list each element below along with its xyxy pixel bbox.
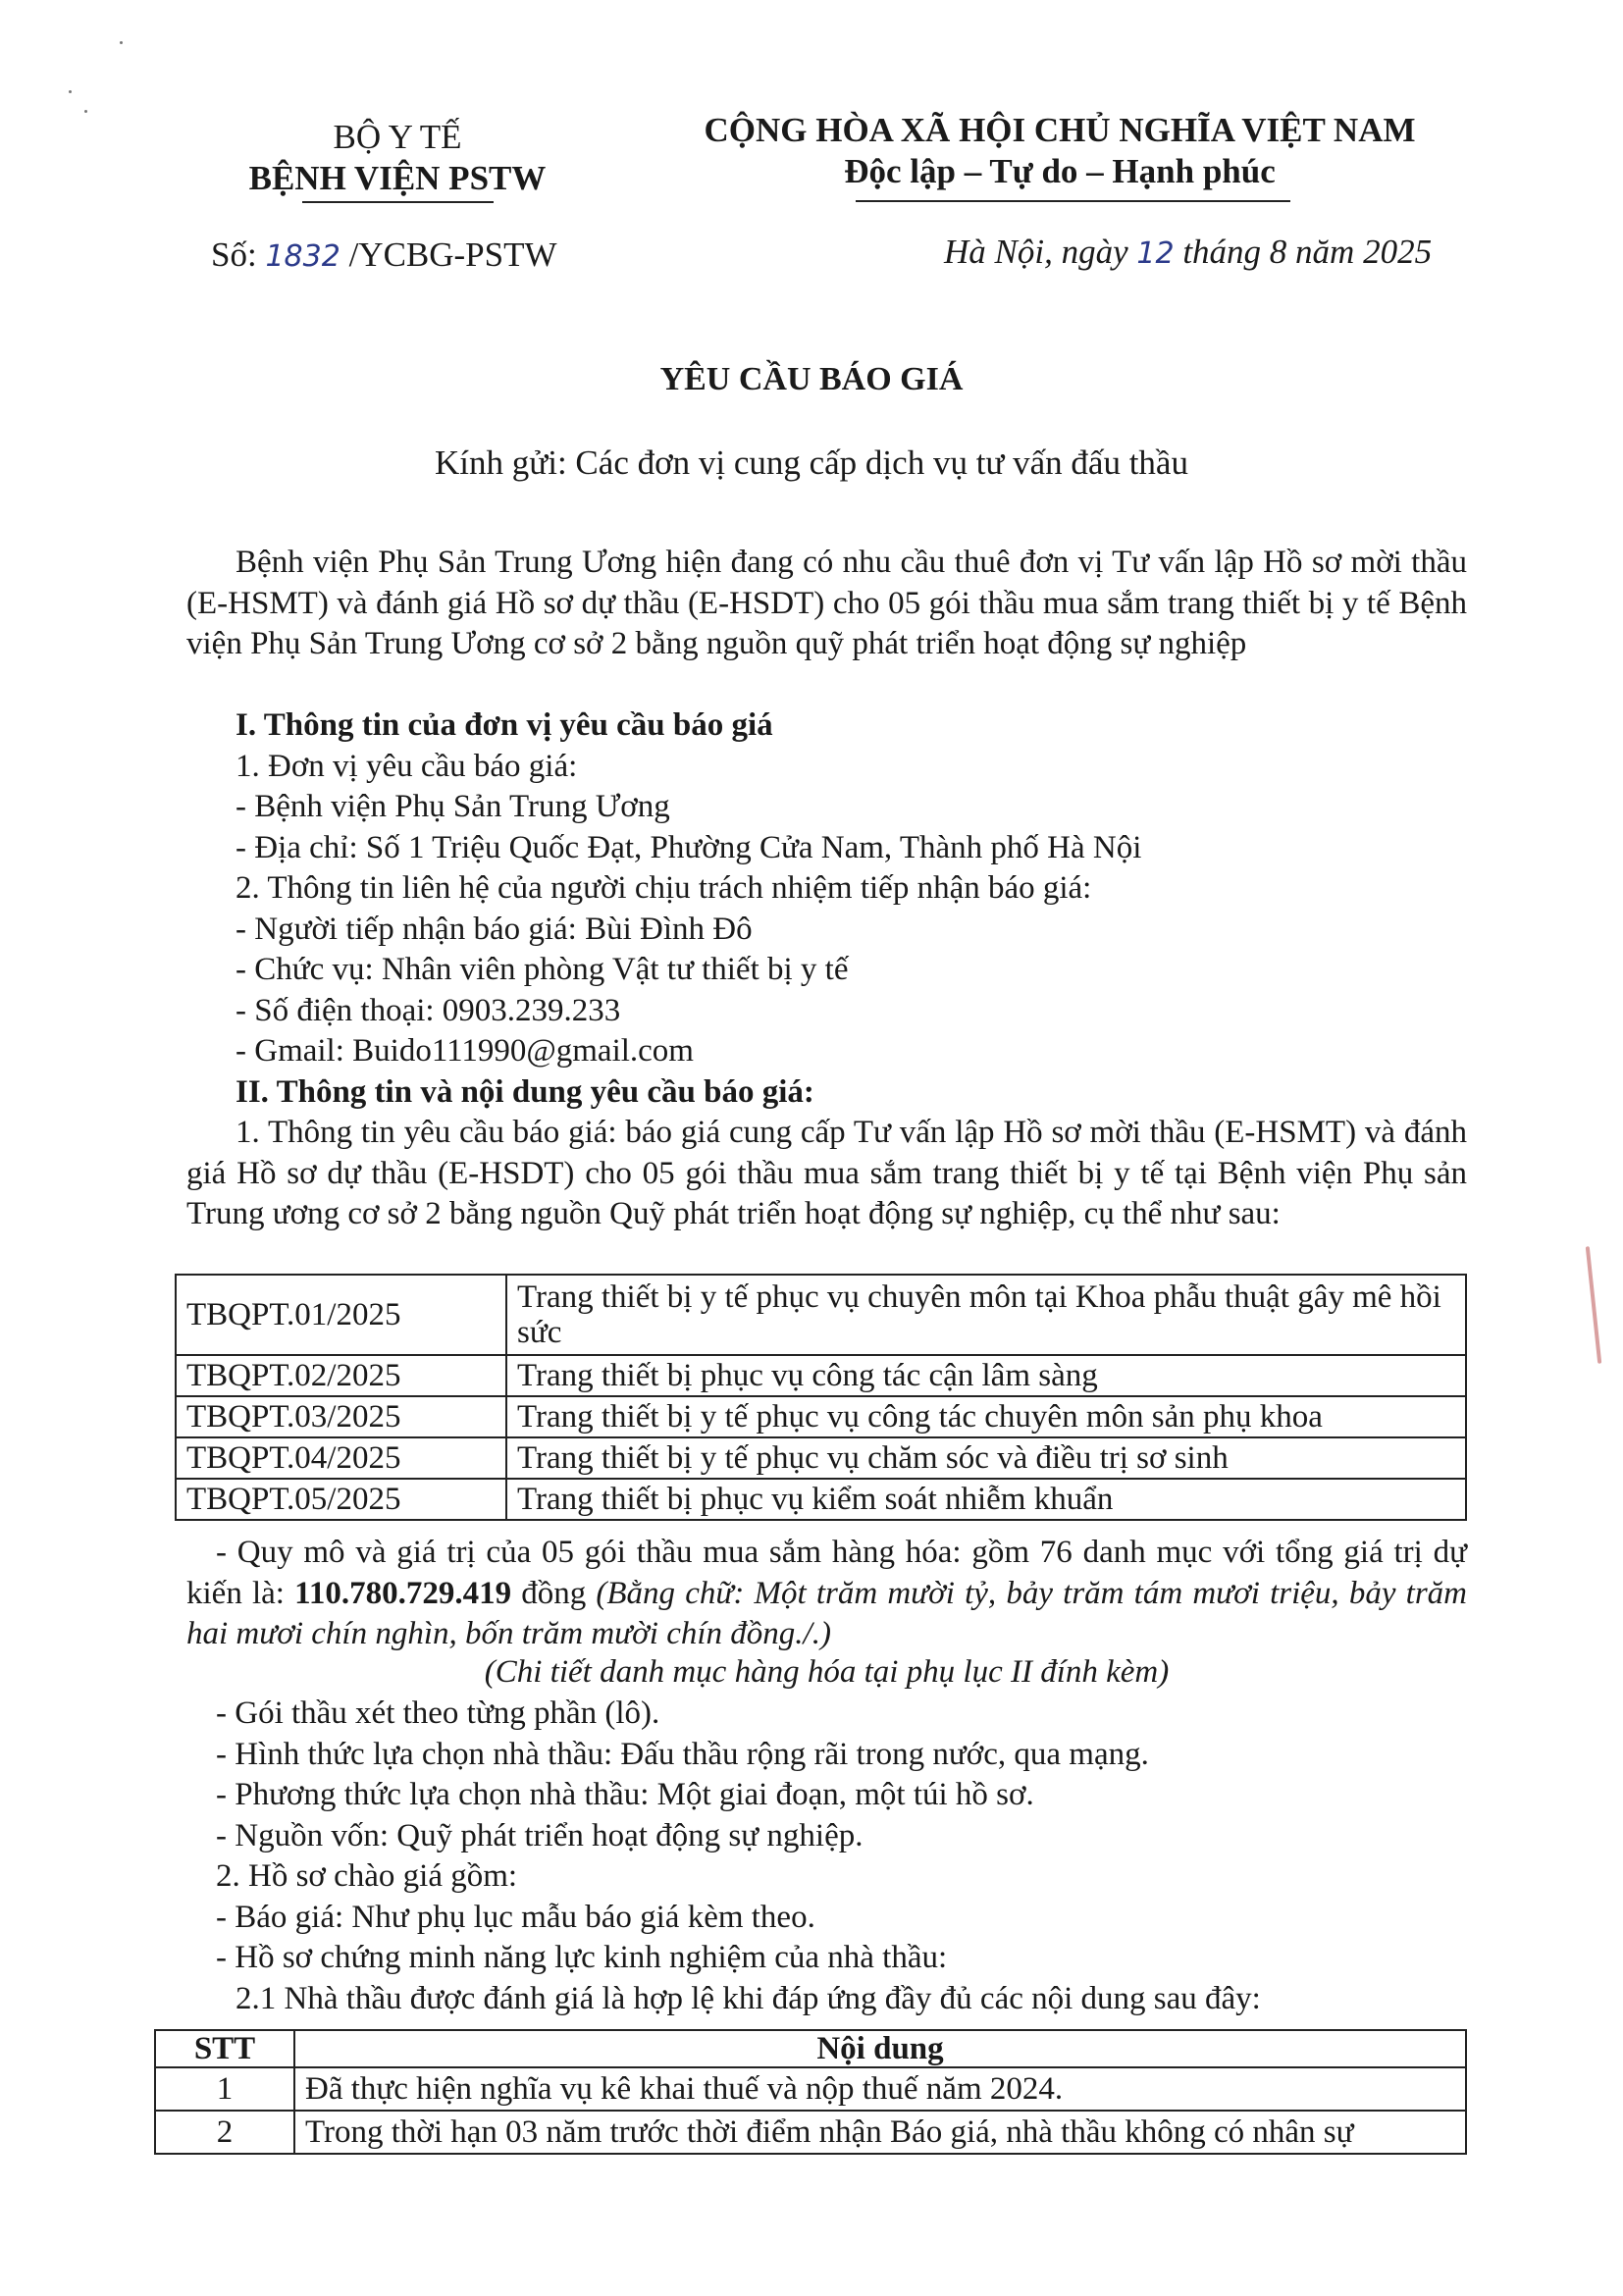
package-name: Trang thiết bị phục vụ kiểm soát nhiễm khuẩn	[506, 1479, 1466, 1520]
section-2-lines	[186, 1694, 1467, 2019]
scale-paragraph	[186, 1533, 1467, 1655]
document-title: YÊU CẦU BÁO GIÁ	[659, 361, 964, 397]
section-2-heading: II. Thông tin và nội dung yêu cầu báo giá:	[236, 1073, 814, 1110]
section-2-line: - Phương thức lựa chọn nhà thầu: Một giai đoạn, một túi hồ sơ.	[216, 1777, 1034, 1812]
date-day-handwritten: 12	[1136, 236, 1175, 271]
criteria-stt: 2	[155, 2111, 294, 2154]
document-number-prefix: Số:	[211, 235, 257, 274]
document-number-handwritten: 1832	[265, 239, 340, 274]
scan-speck	[84, 110, 87, 113]
section-2-line: - Nguồn vốn: Quỹ phát triển hoạt động sự nghiệp.	[216, 1817, 864, 1853]
section-1-line: 1. Đơn vị yêu cầu báo giá:	[236, 748, 578, 784]
criteria-table	[154, 2029, 1467, 2155]
scale-text	[186, 1533, 1467, 1655]
appendix-note: (Chi tiết danh mục hàng hóa tại phụ lục II đính kèm)	[484, 1654, 1170, 1690]
criteria-content: Đã thực hiện nghĩa vụ kê khai thuế và nộp thuế năm 2024.	[294, 2067, 1466, 2111]
column-header-content: Nội dung	[294, 2030, 1466, 2067]
package-name: Trang thiết bị phục vụ công tác cận lâm sàng	[506, 1355, 1466, 1396]
date-suffix: tháng 8 năm 2025	[1182, 233, 1433, 271]
section-2-line: - Hình thức lựa chọn nhà thầu: Đấu thầu rộng rãi trong nước, qua mạng.	[216, 1736, 1149, 1772]
document-date	[944, 233, 1432, 272]
criteria-stt: 1	[155, 2067, 294, 2111]
package-code: TBQPT.01/2025	[176, 1275, 506, 1355]
section-2-para: 1. Thông tin yêu cầu báo giá: báo giá cung cấp Tư vấn lập Hồ sơ mời thầu (E-HSMT) và đánh giá Hồ sơ dự thầu (E-HSDT) cho 05 gói thầu mua sắm trang thiết bị y tế tại Bệnh viện Phụ sản Trung ương cơ sở 2 bằng nguồn Quỹ phát triển hoạt động sự nghiệp, cụ thể như sau:	[186, 1115, 1467, 1231]
packages-table	[175, 1274, 1467, 1521]
package-code: TBQPT.05/2025	[176, 1479, 506, 1520]
section-2-line: - Báo giá: Như phụ lục mẫu báo giá kèm theo.	[216, 1899, 815, 1935]
document-number-suffix: /YCBG-PSTW	[348, 235, 557, 274]
hospital-underline	[302, 201, 494, 203]
section-2-line: - Gói thầu xét theo từng phần (lô).	[216, 1696, 660, 1731]
criteria-content: Trong thời hạn 03 năm trước thời điểm nhận Báo giá, nhà thầu không có nhân sự	[294, 2111, 1466, 2154]
package-code: TBQPT.03/2025	[176, 1396, 506, 1437]
ministry-name: BỘ Y TẾ	[333, 118, 462, 156]
package-code: TBQPT.02/2025	[176, 1355, 506, 1396]
section-1-line: 2. Thông tin liên hệ của người chịu trách nhiệm tiếp nhận báo giá:	[236, 870, 1092, 906]
red-pen-mark	[1586, 1246, 1602, 1364]
section-1-line: - Số điện thoại: 0903.239.233	[236, 992, 621, 1028]
section-1-line: - Địa chỉ: Số 1 Triệu Quốc Đạt, Phường Cửa Nam, Thành phố Hà Nội	[236, 829, 1142, 865]
date-prefix: Hà Nội, ngày	[944, 233, 1128, 271]
intro-paragraph	[186, 543, 1467, 665]
recipient-line: Kính gửi: Các đơn vị cung cấp dịch vụ tư vấn đấu thầu	[435, 444, 1188, 482]
section-1-line: - Bệnh viện Phụ Sản Trung Ương	[236, 789, 670, 824]
section-2-line: - Hồ sơ chứng minh năng lực kinh nghiệm của nhà thầu:	[216, 1940, 948, 1975]
package-code: TBQPT.04/2025	[176, 1437, 506, 1479]
section-1-heading: I. Thông tin của đơn vị yêu cầu báo giá	[236, 707, 773, 743]
table-row	[176, 1355, 1466, 1396]
section-1-line: - Chức vụ: Nhân viên phòng Vật tư thiết bị y tế	[236, 952, 849, 987]
scale-amount: 110.780.729.419	[294, 1575, 512, 1611]
table-row	[176, 1396, 1466, 1437]
section-1	[186, 705, 1467, 1113]
motto: Độc lập – Tự do – Hạnh phúc	[844, 152, 1276, 190]
section-2-line: 2.1 Nhà thầu được đánh giá là hợp lệ khi đáp ứng đầy đủ các nội dung sau đây:	[236, 1980, 1261, 2016]
section-1-line: - Người tiếp nhận báo giá: Bùi Đình Đô	[236, 911, 753, 947]
table-row	[155, 2111, 1466, 2154]
table-row	[176, 1479, 1466, 1520]
motto-underline	[856, 200, 1290, 202]
section-2-intro	[186, 1113, 1467, 1235]
hospital-name: BỆNH VIỆN PSTW	[248, 159, 547, 197]
scale-prefix: - Quy mô và giá trị của 05 gói thầu mua sắm hàng hóa: gồm 76 danh mục với tổng giá trị dự kiến là:	[186, 1535, 1467, 1611]
section-1-line: - Gmail: Buido111990@gmail.com	[236, 1033, 694, 1069]
scale-words: (Bằng chữ: Một trăm mười tỷ, bảy trăm tám mươi triệu, bảy trăm hai mươi chín nghìn, bốn trăm mười chín đồng./.)	[186, 1575, 1467, 1651]
section-2-line: 2. Hồ sơ chào giá gồm:	[216, 1858, 518, 1894]
column-header-stt: STT	[155, 2030, 294, 2067]
scale-unit: đồng	[511, 1575, 597, 1611]
package-name: Trang thiết bị y tế phục vụ chuyên môn tại Khoa phẫu thuật gây mê hồi sức	[506, 1275, 1466, 1355]
table-row	[155, 2067, 1466, 2111]
document-number	[211, 235, 557, 275]
scan-speck	[120, 41, 123, 44]
intro-text: Bệnh viện Phụ Sản Trung Ương hiện đang có nhu cầu thuê đơn vị Tư vấn lập Hồ sơ mời thầu (E-HSMT) và đánh giá Hồ sơ dự thầu (E-HSDT) cho 05 gói thầu mua sắm trang thiết bị y tế Bệnh viện Phụ Sản Trung Ương cơ sở 2 bằng nguồn quỹ phát triển hoạt động sự nghiệp	[186, 545, 1467, 661]
table-row	[176, 1275, 1466, 1355]
country-name: CỘNG HÒA XÃ HỘI CHỦ NGHĨA VIỆT NAM	[704, 111, 1416, 149]
table-header-row	[155, 2030, 1466, 2067]
package-name: Trang thiết bị y tế phục vụ chăm sóc và điều trị sơ sinh	[506, 1437, 1466, 1479]
scan-speck	[69, 90, 72, 93]
table-row	[176, 1437, 1466, 1479]
package-name: Trang thiết bị y tế phục vụ công tác chuyên môn sản phụ khoa	[506, 1396, 1466, 1437]
